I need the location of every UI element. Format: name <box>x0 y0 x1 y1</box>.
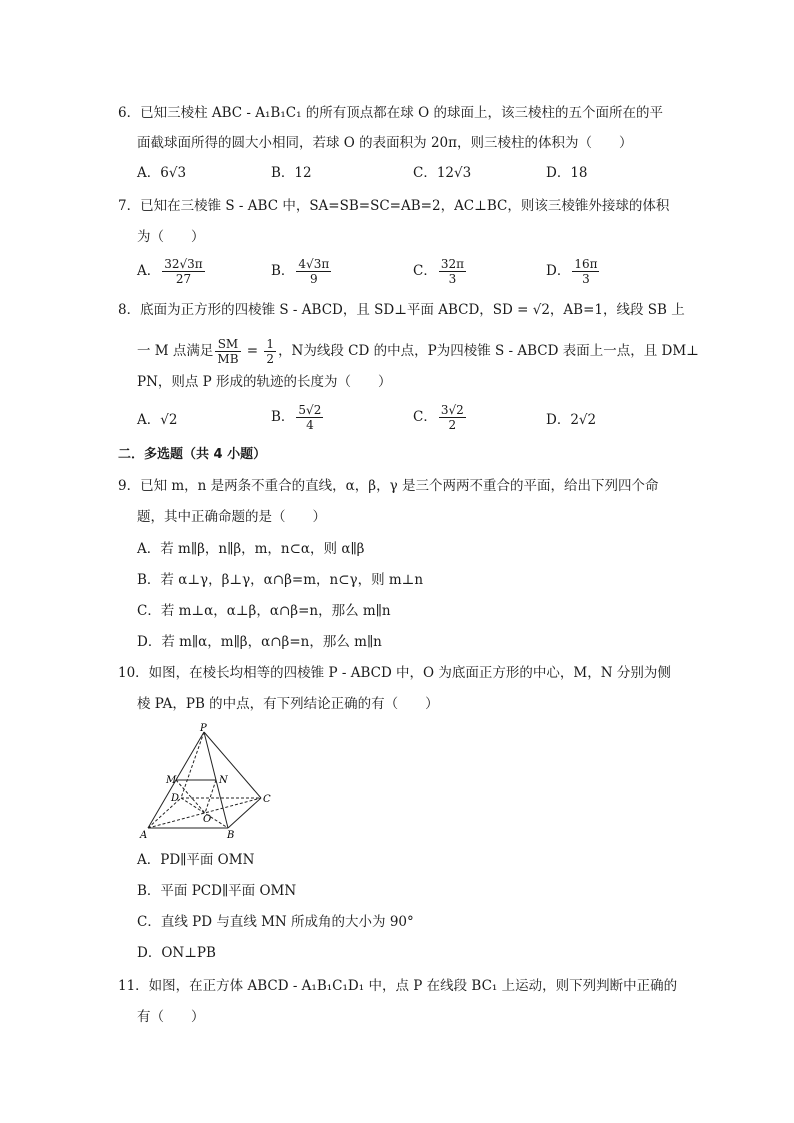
q9-option-d: D．若 m∥α，m∥β，α∩β=n，那么 m∥n <box>137 634 382 650</box>
q10-option-a: A．PD∥平面 OMN <box>137 852 255 868</box>
q9-line2: 题，其中正确命题的是（ ） <box>137 509 326 525</box>
q7-option-d-fraction <box>572 257 599 286</box>
q7-option-c-fraction <box>439 257 466 286</box>
label-c: C <box>263 794 271 805</box>
q7-option-b-fraction <box>296 257 331 286</box>
segment-om <box>176 780 205 813</box>
q8-option-c-fraction <box>439 403 466 432</box>
q9-option-c: C．若 m⊥α，α⊥β，α∩β=n，那么 m∥n <box>137 603 391 619</box>
fraction-denominator: MB <box>217 352 239 366</box>
fraction-denominator: 27 <box>175 272 192 286</box>
q6-line1: 6．已知三棱柱 ABC - A₁B₁C₁ 的所有顶点都在球 O 的球面上，该三棱柱的五个面所在的平 <box>118 105 663 121</box>
q11-line2: 有（ ） <box>137 1009 205 1025</box>
q8-option-d: D．2√2 <box>546 412 597 428</box>
q7-option-b <box>271 257 333 286</box>
q8-line2-post: ，N为线段 CD 的中点，P为四棱锥 S - ABCD 表面上一点，且 DM⊥ <box>278 343 699 359</box>
q6-option-b: B．12 <box>271 165 312 181</box>
q6-option-d: D．18 <box>546 165 588 181</box>
fraction-numerator: 5√2 <box>298 403 322 417</box>
label-a: A <box>140 830 148 841</box>
label-o: O <box>203 814 212 825</box>
q8-line2 <box>137 337 699 366</box>
section-heading: 二．多选题（共 4 小题） <box>118 447 267 462</box>
fraction-numerator: 16π <box>574 257 598 271</box>
label-p: P <box>200 723 207 734</box>
q8-option-b-fraction <box>296 403 323 432</box>
q8-option-b-prefix: B． <box>271 409 295 425</box>
q7-option-d-prefix: D． <box>546 263 571 279</box>
fraction-denominator: 3 <box>448 272 457 286</box>
q6-line2: 面截球面所得的圆大小相同，若球 O 的表面积为 20π，则三棱柱的体积为（ ） <box>137 135 633 151</box>
fraction-numerator: 32π <box>440 257 464 271</box>
q10-line2: 棱 PA，PB 的中点，有下列结论正确的有（ ） <box>137 696 439 712</box>
fraction-numerator: 32√3π <box>164 257 203 271</box>
q8-option-c <box>413 403 468 432</box>
fraction-denominator: 4 <box>306 418 314 432</box>
q10-option-c: C．直线 PD 与直线 MN 所成角的大小为 90° <box>137 914 414 930</box>
fraction-numerator: 4√3π <box>298 257 330 271</box>
q8-half-fraction <box>264 337 276 366</box>
fraction-numerator: 3√2 <box>440 403 464 417</box>
q8-equals: = <box>242 343 263 359</box>
q6-option-c: C．12√3 <box>413 165 472 181</box>
q7-option-b-prefix: B． <box>271 263 295 279</box>
q8-ratio-fraction <box>215 337 240 366</box>
fraction-denominator: 2 <box>266 352 275 366</box>
fraction-numerator: SM <box>215 337 240 352</box>
pyramid-figure <box>136 722 276 842</box>
label-m: M <box>166 775 177 786</box>
q10-option-b: B．平面 PCD∥平面 OMN <box>137 883 297 899</box>
q7-option-c <box>413 257 468 286</box>
q9-line1: 9．已知 m，n 是两条不重合的直线，α，β，γ 是三个两两不重合的平面，给出下列四个命 <box>118 478 659 494</box>
q9-option-a: A．若 m∥β，n∥β，m，n⊂α，则 α∥β <box>137 541 365 557</box>
label-n: N <box>219 775 228 786</box>
q8-option-c-prefix: C． <box>413 409 437 425</box>
label-b: B <box>227 830 235 841</box>
q8-option-a: A．√2 <box>137 412 178 428</box>
q8-option-b <box>271 403 325 432</box>
q10-option-d: D．ON⊥PB <box>137 945 216 961</box>
q10-line1: 10．如图，在棱长均相等的四棱锥 P - ABCD 中，O 为底面正方形的中心，M，N 分别为侧 <box>118 665 671 681</box>
q7-option-a <box>137 257 207 286</box>
q7-line1: 7．已知在三棱锥 S - ABC 中，SA=SB=SC=AB=2，AC⊥BC，则该三棱锥外接球的体积 <box>118 198 670 214</box>
q7-option-d <box>546 257 601 286</box>
q7-option-a-prefix: A． <box>137 263 161 279</box>
q6-option-a: A．6√3 <box>137 165 187 181</box>
fraction-denominator: 2 <box>448 418 457 432</box>
fraction-denominator: 9 <box>310 272 318 286</box>
edge-bc <box>228 798 261 828</box>
label-d: D <box>171 793 180 804</box>
q9-option-b: B．若 α⊥γ，β⊥γ，α∩β=m，n⊂γ，则 m⊥n <box>137 572 424 588</box>
fraction-numerator: 1 <box>266 337 275 351</box>
q8-line2-pre: 一 M 点满足 <box>137 343 214 359</box>
q7-option-a-fraction <box>162 257 204 286</box>
q8-line1: 8．底面为正方形的四棱锥 S - ABCD，且 SD⊥平面 ABCD，SD = √2，AB=1，线段 SB 上 <box>118 302 685 318</box>
fraction-denominator: 3 <box>582 272 590 286</box>
q7-option-c-prefix: C． <box>413 263 437 279</box>
q11-line1: 11．如图，在正方体 ABCD - A₁B₁C₁D₁ 中，点 P 在线段 BC₁ 上运动，则下列判断中正确的 <box>118 978 678 994</box>
q7-line2: 为（ ） <box>137 229 205 245</box>
q8-line3: PN，则点 P 形成的轨迹的长度为（ ） <box>137 374 392 390</box>
segment-on <box>205 780 216 813</box>
